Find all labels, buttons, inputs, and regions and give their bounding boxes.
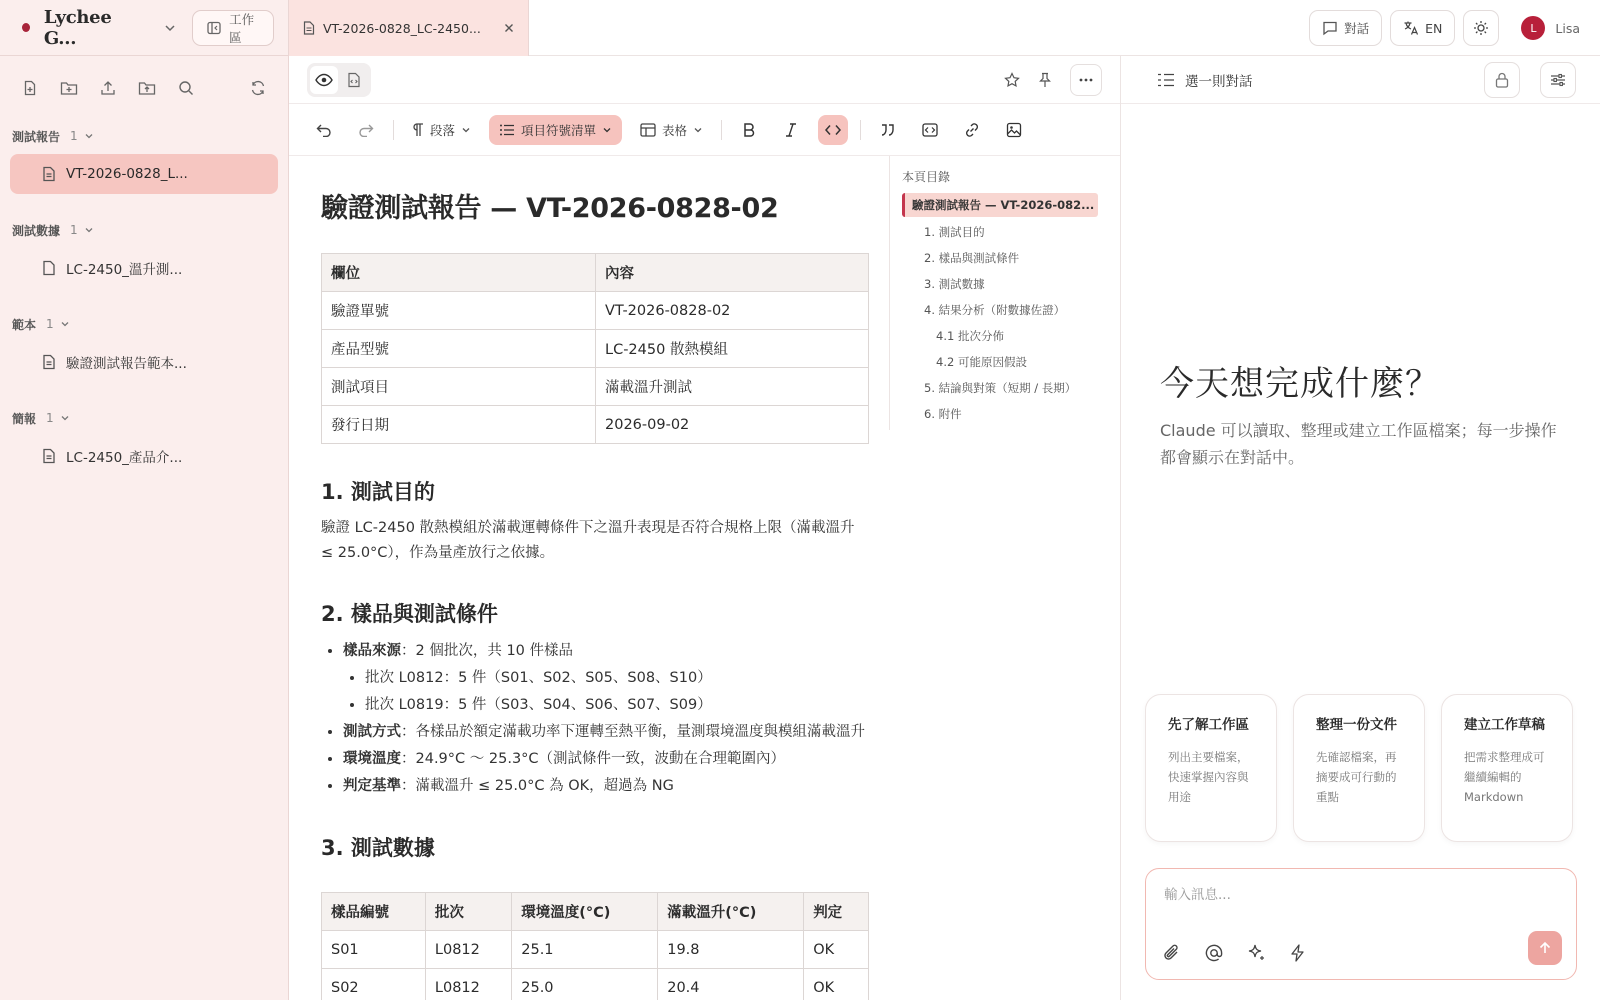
toc-item[interactable]: 4. 結果分析（附數據佐證） (924, 303, 1066, 317)
message-composer (1145, 868, 1577, 980)
lock-button[interactable] (1484, 62, 1520, 98)
group-header[interactable] (0, 220, 288, 240)
pilcrow-icon (412, 123, 424, 137)
chevron-down-icon (461, 125, 471, 135)
table-header-row (322, 254, 869, 292)
group-count: 1 (70, 223, 78, 237)
table-row (322, 969, 869, 1000)
sparkle-icon[interactable] (1246, 943, 1266, 963)
table-header-cell: 內容 (596, 254, 869, 292)
table-row (322, 931, 869, 969)
table-row (322, 292, 869, 330)
list-item: • 批次 L0819：5 件（S03、S04、S06、S07、S09） (365, 692, 869, 719)
file-group-reports (0, 126, 288, 194)
toc-item[interactable]: 4.1 批次分佈 (936, 329, 1004, 343)
new-folder-icon[interactable] (60, 80, 78, 96)
table-header-row (322, 893, 869, 931)
new-file-icon[interactable] (22, 80, 38, 96)
table-cell: 25.0 (512, 969, 658, 1000)
suggestion-desc: 把需求整理成可繼續編輯的 Markdown (1464, 750, 1545, 804)
editor-pane (289, 56, 1121, 1000)
sun-icon (1473, 20, 1489, 36)
file-group-data (0, 220, 288, 288)
chevron-down-icon (602, 125, 612, 135)
table-of-contents (889, 156, 1109, 430)
list-icon (499, 123, 515, 137)
toolbar-separator (393, 120, 394, 140)
brand-dot (22, 23, 30, 32)
chat-bubble-icon (1322, 20, 1338, 36)
settings-button[interactable] (1540, 62, 1576, 98)
chevron-down-icon (84, 131, 94, 141)
table-cell: 2026-09-02 (596, 406, 869, 444)
file-group-slides (0, 408, 288, 476)
group-header[interactable] (0, 126, 288, 146)
image-button[interactable] (999, 115, 1029, 145)
preview-mode-button[interactable] (310, 66, 338, 94)
table-cell: 19.8 (658, 931, 804, 969)
list-item (343, 638, 869, 719)
lock-icon (1495, 72, 1509, 88)
group-title: 測試數據 (12, 223, 61, 238)
workspace-button-label: 工作區 (229, 11, 255, 45)
inline-code-button[interactable] (818, 115, 848, 145)
table-cell: 25.1 (512, 931, 658, 969)
group-count: 1 (70, 129, 78, 143)
eye-icon (315, 73, 333, 87)
toc-item[interactable]: 1. 測試目的 (924, 225, 985, 239)
chevron-down-icon[interactable] (164, 22, 176, 34)
list-item-text: ：各樣品於額定滿載功率下運轉至熱平衡，量測環境溫度與模組滿載溫升 (401, 724, 865, 740)
group-count: 1 (46, 411, 54, 425)
table-cell: 產品型號 (322, 330, 596, 368)
toc-item[interactable]: 6. 附件 (924, 407, 962, 421)
message-input[interactable] (1164, 883, 1554, 907)
list-item (343, 746, 869, 773)
table-row (322, 368, 869, 406)
metadata-table (321, 253, 869, 444)
star-icon[interactable] (1004, 72, 1020, 88)
chevron-down-icon (60, 319, 70, 329)
workspace-name[interactable]: Lychee G... (43, 6, 112, 49)
image-icon (1006, 122, 1022, 138)
table-cell: 滿載溫升測試 (596, 368, 869, 406)
table-header-cell: 環境溫度(°C) (512, 893, 658, 931)
toc-item[interactable]: 3. 測試數據 (924, 277, 985, 291)
file-group-templates (0, 314, 288, 382)
italic-button[interactable] (776, 115, 806, 145)
table-header-cell: 判定 (804, 893, 869, 931)
toc-item-active[interactable]: 驗證測試報告 — VT-2026-082... (902, 193, 1098, 217)
formatting-toolbar (289, 104, 1120, 156)
suggestion-title: 整理一份文件 (1316, 717, 1397, 733)
chevron-down-icon (84, 225, 94, 235)
file-name: LC-2450_溫升測... (66, 262, 183, 278)
list-item-text: ：滿載溫升 ≤ 25.0°C 為 OK，超過為 NG (401, 778, 674, 794)
link-button[interactable] (957, 115, 987, 145)
table-header-cell: 滿載溫升(°C) (658, 893, 804, 931)
table-cell: 發行日期 (322, 406, 596, 444)
language-button[interactable] (1390, 10, 1455, 46)
code-block-button[interactable] (915, 115, 945, 145)
editor-top-bar (289, 56, 1120, 104)
upload-folder-icon[interactable] (138, 80, 156, 96)
workspace-button[interactable] (192, 10, 274, 46)
code-file-icon (347, 72, 361, 88)
conversation-list-icon[interactable] (1157, 73, 1175, 87)
more-options-button[interactable] (1070, 64, 1102, 96)
sidebar-header (0, 0, 288, 56)
paragraph-label: 段落 (430, 122, 456, 138)
list-item-text: ：2 個批次，共 10 件樣品 (401, 643, 574, 659)
tab-title: VT-2026-0828_LC-2450... (323, 20, 481, 36)
toolbar-separator (721, 120, 722, 140)
code-icon (825, 124, 841, 136)
table-cell: S02 (322, 969, 426, 1000)
lightning-icon[interactable] (1288, 943, 1308, 963)
list-item-label: 樣品來源 (343, 643, 401, 659)
source-mode-button[interactable] (340, 66, 368, 94)
file-name: VT-2026-0828_L... (66, 166, 188, 182)
file-name: LC-2450_產品介... (66, 450, 183, 466)
avatar: L (1521, 16, 1545, 40)
table-label: 表格 (662, 122, 688, 138)
italic-icon (785, 123, 797, 137)
table-cell: OK (804, 969, 869, 1000)
document-icon (42, 166, 56, 182)
undo-button[interactable] (309, 115, 339, 145)
table-cell: S01 (322, 931, 426, 969)
document-title: 驗證測試報告 — VT-2026-0828-02 (321, 193, 779, 224)
redo-button[interactable] (351, 115, 381, 145)
table-cell: LC-2450 散熱模組 (596, 330, 869, 368)
paragraph-style-dropdown[interactable] (406, 115, 477, 145)
chat-button-label: 對話 (1344, 21, 1370, 36)
table-header-cell: 樣品編號 (322, 893, 426, 931)
redo-icon (358, 123, 374, 137)
table-cell: 20.4 (658, 969, 804, 1000)
table-icon (640, 123, 656, 137)
toolbar-separator (860, 120, 861, 140)
theme-toggle[interactable] (1463, 10, 1499, 46)
top-bar (289, 0, 1600, 56)
undo-icon (316, 123, 332, 137)
list-item (343, 773, 869, 800)
chat-button[interactable] (1309, 10, 1382, 46)
table-cell: 驗證單號 (322, 292, 596, 330)
nested-bullet-list (343, 665, 869, 719)
list-item (343, 719, 869, 746)
test-data-table (321, 892, 869, 1000)
table-row (322, 330, 869, 368)
mention-icon[interactable] (1204, 943, 1224, 963)
group-title: 測試報告 (12, 129, 61, 144)
suggestion-cards (1145, 694, 1573, 842)
table-cell: L0812 (425, 931, 511, 969)
group-title: 簡報 (12, 411, 37, 426)
sidebar (0, 0, 289, 1000)
table-header-cell: 欄位 (322, 254, 596, 292)
toc-item[interactable]: 4.2 可能原因假設 (936, 355, 1027, 369)
more-horizontal-icon (1079, 78, 1093, 82)
list-item-label: 判定基準 (343, 778, 401, 794)
chat-top-bar (1121, 56, 1600, 104)
quote-button[interactable] (873, 115, 903, 145)
section-heading: 2. 樣品與測試條件 (321, 602, 498, 626)
document-content (321, 156, 869, 1000)
bold-button[interactable] (734, 115, 764, 145)
pin-icon[interactable] (1038, 72, 1052, 88)
view-mode-toggle (307, 63, 371, 97)
file-item[interactable] (10, 248, 278, 288)
suggestion-card[interactable] (1293, 694, 1425, 842)
send-button[interactable] (1528, 931, 1562, 965)
section-paragraph: 驗證 LC-2450 散熱模組於滿載運轉條件下之溫升表現是否符合規格上限（滿載溫升 ≤ 25.0°C），作為量產放行之依據。 (321, 520, 855, 561)
section-heading: 3. 測試數據 (321, 836, 435, 860)
table-cell: OK (804, 931, 869, 969)
translate-icon (1403, 20, 1419, 36)
suggestion-title: 先了解工作區 (1168, 717, 1249, 733)
suggestion-desc: 先確認檔案，再摘要成可行動的重點 (1316, 750, 1397, 804)
link-icon (964, 122, 980, 138)
document-tab[interactable] (289, 0, 529, 56)
group-header[interactable] (0, 408, 288, 428)
user-menu[interactable] (1521, 16, 1580, 40)
toc-item[interactable]: 2. 樣品與測試條件 (924, 251, 1020, 265)
document-icon (42, 354, 56, 370)
file-item-active[interactable] (10, 154, 278, 194)
table-cell: 測試項目 (322, 368, 596, 406)
bullet-list-dropdown[interactable] (489, 115, 622, 145)
section-heading: 1. 測試目的 (321, 480, 435, 504)
chat-greeting (1160, 356, 1560, 471)
paperclip-icon[interactable] (1162, 943, 1182, 963)
arrow-up-icon (1538, 941, 1552, 955)
greeting-subtitle: Claude 可以讀取、整理或建立工作區檔案；每一步操作都會顯示在對話中。 (1160, 421, 1557, 467)
list-item-label: 測試方式 (343, 724, 401, 740)
chevron-down-icon (693, 125, 703, 135)
toc-item[interactable]: 5. 結論與對策（短期 / 長期） (924, 381, 1077, 395)
refresh-icon[interactable] (250, 80, 266, 96)
sidebar-toolbar (0, 64, 288, 112)
file-name: 驗證測試報告範本... (66, 356, 187, 372)
document-icon (42, 448, 56, 464)
quote-icon (880, 123, 896, 137)
top-right-controls (1309, 10, 1580, 46)
chevron-down-icon (60, 413, 70, 423)
table-dropdown[interactable] (634, 115, 709, 145)
bullet-list-label: 項目符號清單 (521, 122, 597, 138)
composer-tools (1162, 943, 1308, 963)
suggestion-card[interactable] (1441, 694, 1573, 842)
list-item: • 批次 L0812：5 件（S01、S02、S05、S08、S10） (365, 665, 869, 692)
file-item[interactable] (10, 342, 278, 382)
suggestion-card[interactable] (1145, 694, 1277, 842)
code-block-icon (922, 123, 938, 137)
close-icon[interactable] (504, 23, 514, 33)
table-cell: L0812 (425, 969, 511, 1000)
list-item-text: ：24.9°C ～ 25.3°C（測試條件一致，波動在合理範圍內） (401, 751, 786, 767)
chat-panel (1121, 56, 1600, 1000)
user-name: Lisa (1555, 20, 1580, 36)
table-cell: VT-2026-0828-02 (596, 292, 869, 330)
file-icon (42, 260, 56, 276)
sliders-icon (1550, 72, 1566, 88)
conversation-select[interactable]: 選一則對話 (1185, 73, 1253, 90)
sidebar-collapse-icon (207, 21, 221, 35)
table-header-cell: 批次 (425, 893, 511, 931)
list-item-label: 環境溫度 (343, 751, 401, 767)
group-count: 1 (46, 317, 54, 331)
bullet-list (321, 638, 869, 800)
document-icon (303, 21, 315, 35)
suggestion-desc: 列出主要檔案，快速掌握內容與用途 (1168, 750, 1249, 804)
group-title: 範本 (12, 317, 37, 332)
language-label: EN (1425, 20, 1443, 36)
search-icon[interactable] (178, 80, 194, 96)
file-item[interactable] (10, 436, 278, 476)
suggestion-title: 建立工作草稿 (1464, 717, 1545, 733)
upload-icon[interactable] (100, 80, 116, 96)
bold-icon (743, 123, 755, 137)
greeting-title: 今天想完成什麼？ (1160, 364, 1440, 404)
group-header[interactable] (0, 314, 288, 334)
toc-heading: 本頁目錄 (902, 170, 951, 184)
table-row (322, 406, 869, 444)
